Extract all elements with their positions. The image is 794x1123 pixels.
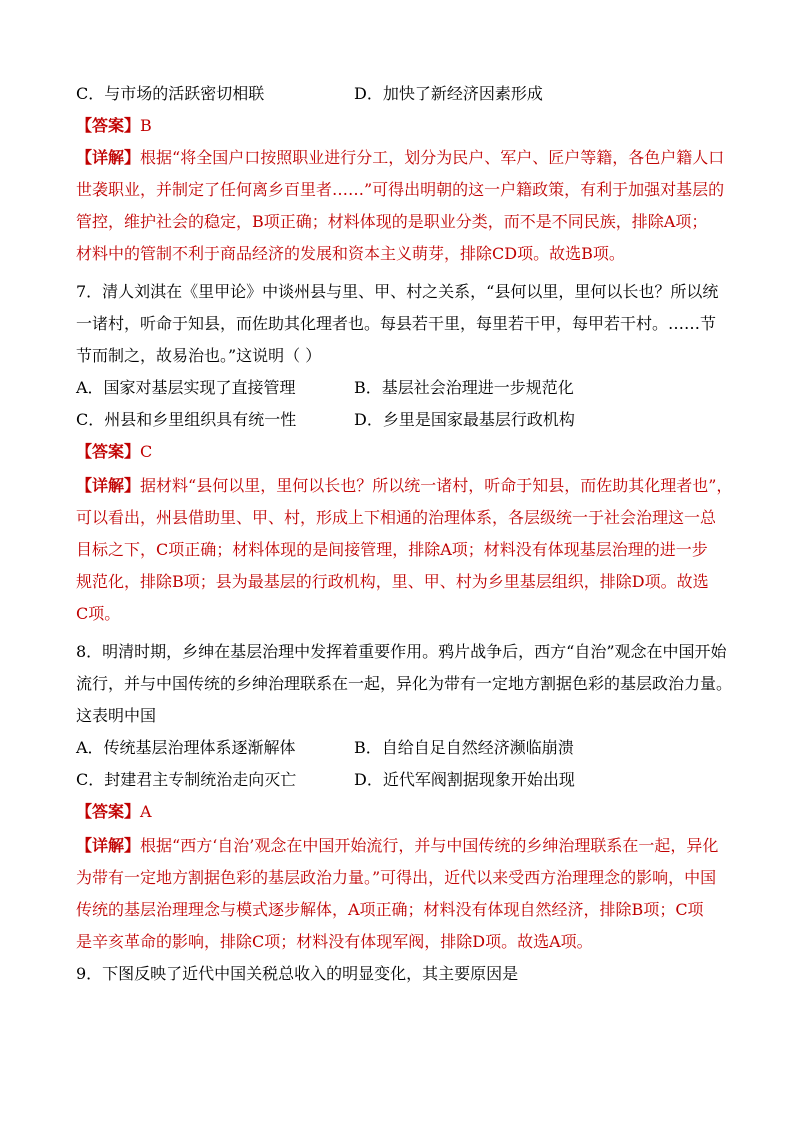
answer-value: C bbox=[140, 442, 153, 461]
answer-value: A bbox=[140, 802, 152, 821]
q8-stem-line: 这表明中国 bbox=[76, 706, 157, 725]
q7-option-d: D．乡里是国家最基层行政机构 bbox=[354, 410, 575, 429]
q8-stem-line: 8．明清时期，乡绅在基层治理中发挥着重要作用。鸦片战争后，西方“自治”观念在中国开始 bbox=[76, 642, 727, 661]
q7-detail-line: 目标之下，C项正确；材料体现的是间接管理，排除A项；材料没有体现基层治理的进一步 bbox=[76, 540, 708, 559]
detail-tag: 【详解】 bbox=[76, 148, 141, 167]
q8-option-c: C．封建君主专制统治走向灭亡 bbox=[76, 770, 297, 789]
q8-option-d: D．近代军阀割据现象开始出现 bbox=[354, 770, 575, 789]
q7-stem-line: 节而制之，故易治也。”这说明（ ） bbox=[76, 346, 322, 365]
q8-option-b: B．自给自足自然经济濒临崩溃 bbox=[354, 738, 574, 757]
answer-tag: 【答案】 bbox=[76, 442, 141, 461]
detail-tag: 【详解】 bbox=[76, 476, 141, 495]
detail-text: 根据“将全国户口按照职业进行分工，划分为民户、军户、匠户等籍，各色户籍人口 bbox=[140, 148, 725, 167]
q8-detail-line bbox=[76, 836, 718, 856]
q6-answer bbox=[76, 116, 152, 136]
q9-stem: 9．下图反映了近代中国关税总收入的明显变化，其主要原因是 bbox=[76, 964, 519, 983]
q7-stem-line: 一诸村，听命于知县，而佐助其化理者也。每县若干里，每里若干甲，每甲若干村。……节 bbox=[76, 314, 717, 333]
q8-answer bbox=[76, 802, 152, 822]
q7-option-b: B．基层社会治理进一步规范化 bbox=[354, 378, 574, 397]
q7-option-a: A．国家对基层实现了直接管理 bbox=[76, 378, 296, 397]
q7-detail-line: C项。 bbox=[76, 604, 121, 623]
q6-detail-line bbox=[76, 148, 724, 168]
q8-option-a: A．传统基层治理体系逐渐解体 bbox=[76, 738, 296, 757]
q6-option-c: C．与市场的活跃密切相联 bbox=[76, 84, 265, 103]
answer-tag: 【答案】 bbox=[76, 116, 141, 135]
q8-detail-line: 传统的基层治理理念与模式逐步解体，A项正确；材料没有体现自然经济，排除B项；C项 bbox=[76, 900, 704, 919]
detail-text: 根据“西方‘自治’观念在中国开始流行，并与中国传统的乡绅治理联系在一起，异化 bbox=[140, 836, 719, 855]
q6-detail-line: 管控，维护社会的稳定，B项正确；材料体现的是职业分类，而不是不同民族，排除A项； bbox=[76, 212, 708, 231]
q8-stem-line: 流行，并与中国传统的乡绅治理联系在一起，异化为带有一定地方割据色彩的基层政治力量。 bbox=[76, 674, 733, 693]
q6-option-d: D．加快了新经济因素形成 bbox=[354, 84, 543, 103]
answer-value: B bbox=[140, 116, 152, 135]
q6-detail-line: 材料中的管制不利于商品经济的发展和资本主义萌芽，排除CD项。故选B项。 bbox=[76, 244, 625, 263]
detail-text: 据材料“县何以里，里何以长也？所以统一诸村，听命于知县，而佐助其化理者也”， bbox=[140, 476, 733, 495]
q6-detail-line: 世袭职业，并制定了任何离乡百里者……”可得出明朝的这一户籍政策，有利于加强对基层的 bbox=[76, 180, 725, 199]
detail-tag: 【详解】 bbox=[76, 836, 141, 855]
answer-tag: 【答案】 bbox=[76, 802, 141, 821]
q7-detail-line bbox=[76, 476, 732, 496]
q7-detail-line: 可以看出，州县借助里、甲、村，形成上下相通的治理体系，各层级统一于社会治理这一总 bbox=[76, 508, 717, 527]
q7-stem-line: 7．清人刘淇在《里甲论》中谈州县与里、甲、村之关系，“县何以里，里何以长也？所以统 bbox=[76, 282, 719, 301]
q8-detail-line: 是辛亥革命的影响，排除C项；材料没有体现军阀，排除D项。故选A项。 bbox=[76, 932, 593, 951]
q8-detail-line: 为带有一定地方割据色彩的基层政治力量。”可得出，近代以来受西方治理理念的影响，中国 bbox=[76, 868, 717, 887]
q7-option-c: C．州县和乡里组织具有统一性 bbox=[76, 410, 297, 429]
q7-answer bbox=[76, 442, 152, 462]
q7-detail-line: 规范化，排除B项；县为最基层的行政机构，里、甲、村为乡里基层组织，排除D项。故选 bbox=[76, 572, 709, 591]
